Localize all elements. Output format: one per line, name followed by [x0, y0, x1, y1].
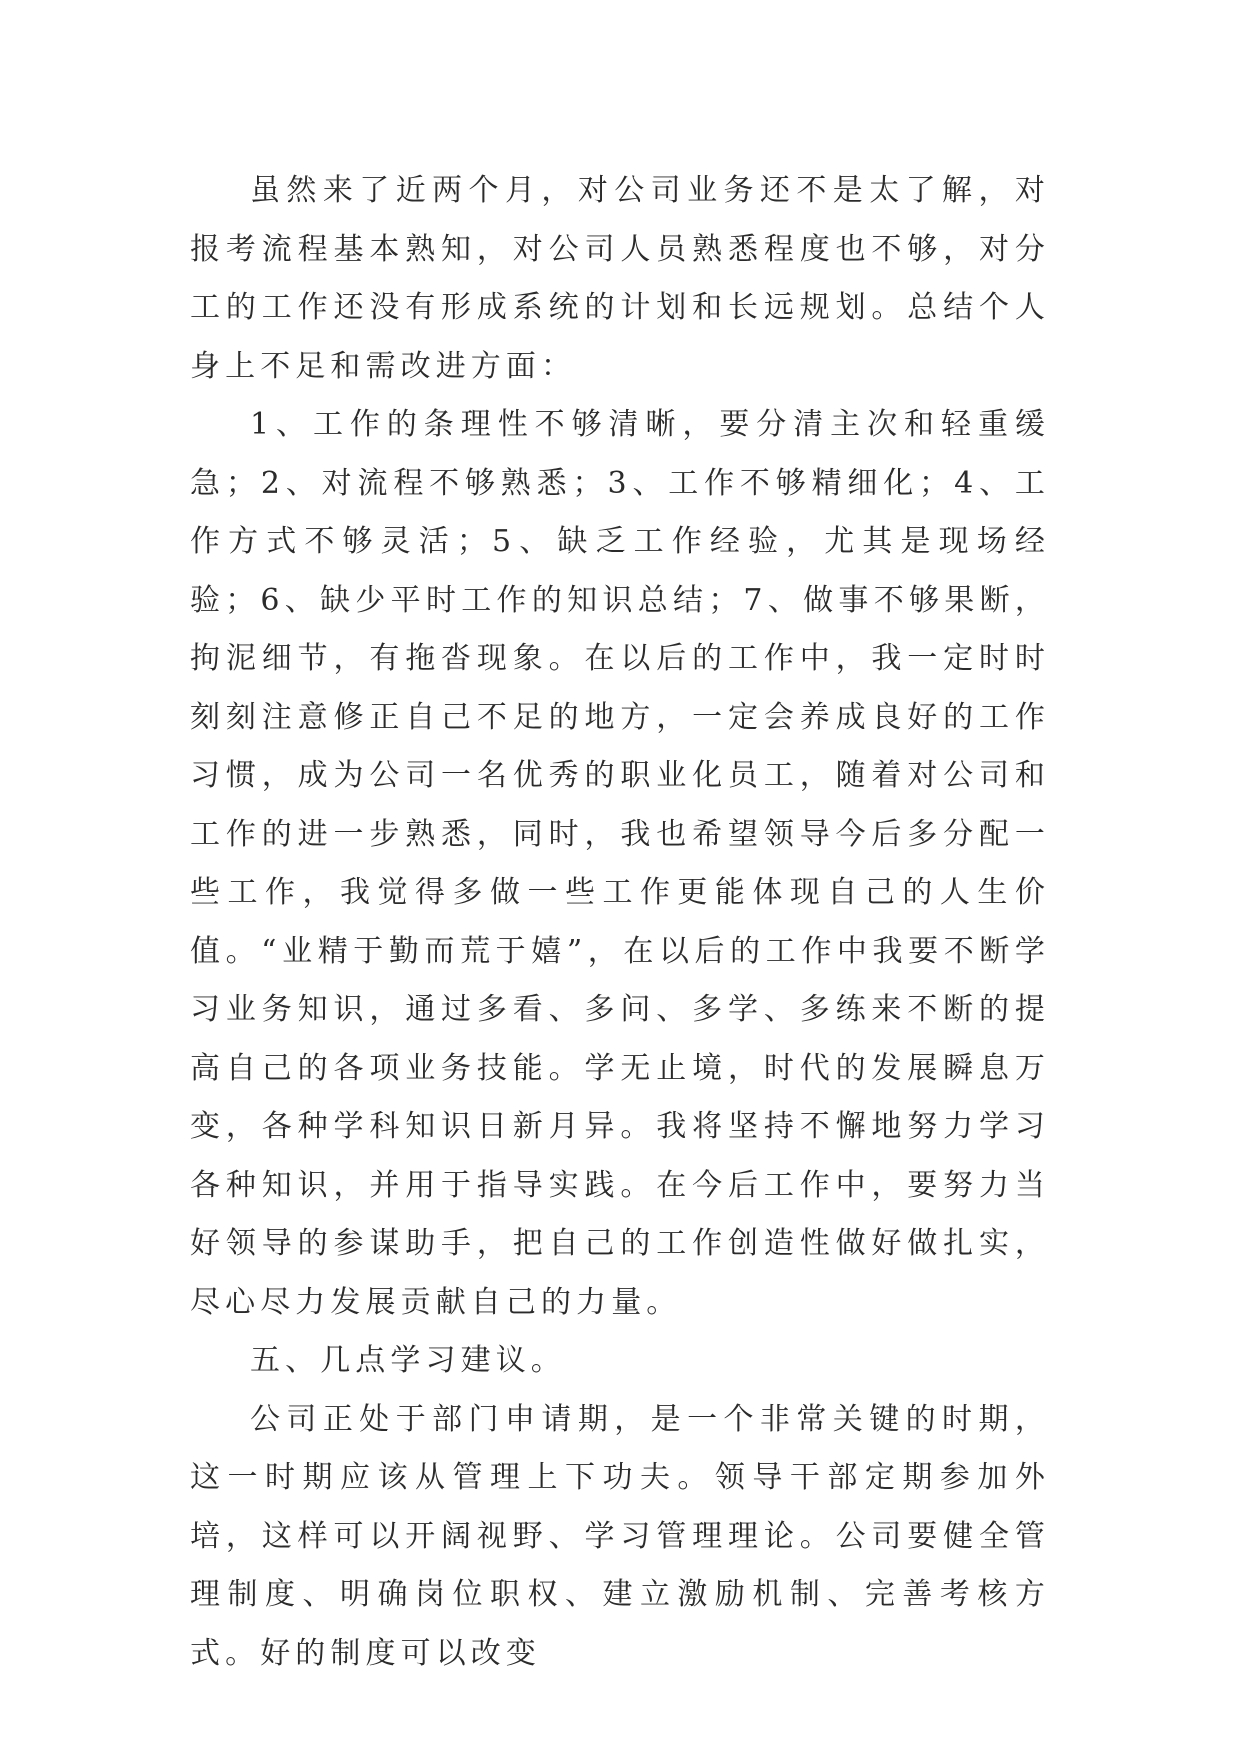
paragraph-intro: 虽然来了近两个月，对公司业务还不是太了解，对报考流程基本熟知，对公司人员熟悉程度也不够，对分工的工作还没有形成系统的计划和长远规划。总结个人身上不足和需改进方面：	[190, 173, 1050, 384]
paragraph-study-suggestions: 公司正处于部门申请期，是一个非常关键的时期，这一时期应该从管理上下功夫。领导干部定期参加外培，这样可以开阔视野、学习管理理论。公司要健全管理制度、明确岗位职权、建立激励机制、完善考核方式。好的制度可以改变	[190, 1401, 1050, 1671]
document-body	[190, 162, 1050, 1683]
paragraph-shortcomings: 1、工作的条理性不够清晰，要分清主次和轻重缓急；2、对流程不够熟悉；3、工作不够精细化；4、工作方式不够灵活；5、缺乏工作经验，尤其是现场经验；6、缺少平时工作的知识总结；7、做事不够果断，拘泥细节，有拖沓现象。在以后的工作中，我一定时时刻刻注意修正自己不足的地方，一定会养成良好的工作习惯，成为公司一名优秀的职业化员工，随着对公司和工作的进一步熟悉，同时，我也希望领导今后多分配一些工作，我觉得多做一些工作更能体现自己的人生价值。“业精于勤而荒于嬉”，在以后的工作中我要不断学习业务知识，通过多看、多问、多学、多练来不断的提高自己的各项业务技能。学无止境，时代的发展瞬息万变，各种学科知识日新月异。我将坚持不懈地努力学习各种知识，并用于指导实践。在今后工作中，要努力当好领导的参谋助手，把自己的工作创造性做好做扎实，尽心尽力发展贡献自己的力量。	[190, 407, 1050, 1320]
section-heading-study-suggestions: 五、几点学习建议。	[250, 1343, 566, 1378]
